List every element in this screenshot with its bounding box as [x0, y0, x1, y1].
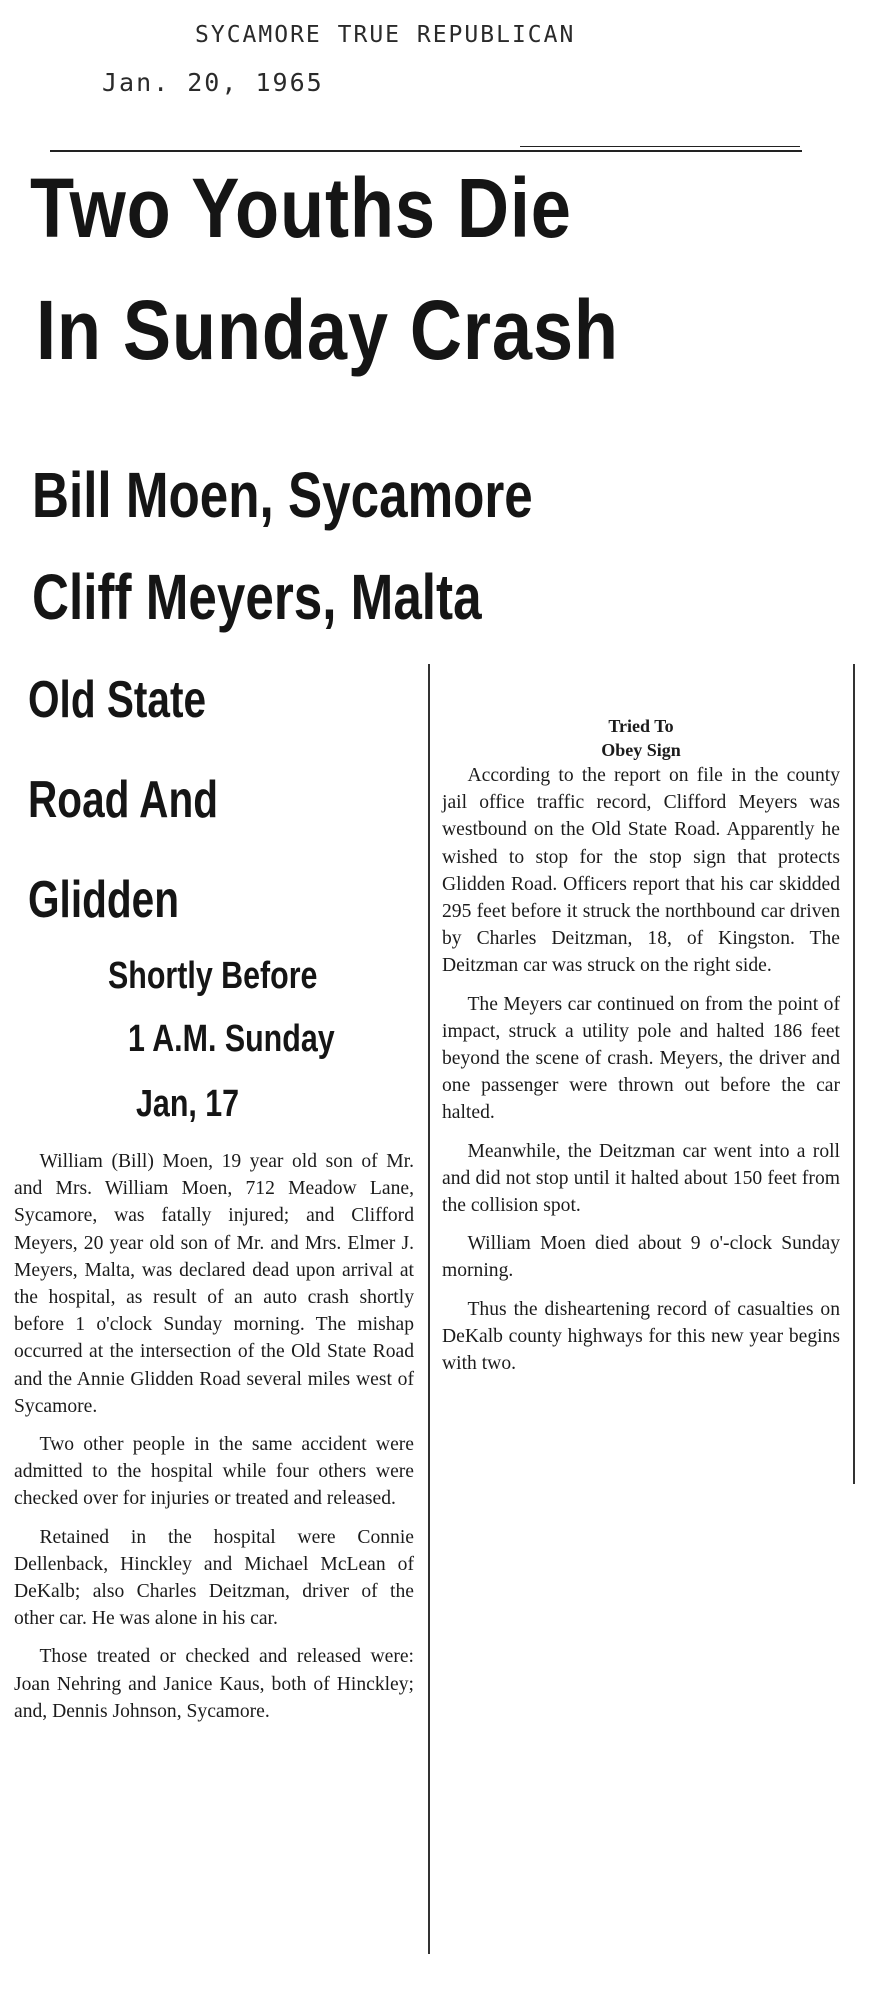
top-rule — [50, 150, 802, 152]
right-paragraph: According to the report on file in the county jail office traffic record, Clifford Meyers was westbound on the Old State Road. Apparently he wished to stop for the stop sign that protects Glidden Road. Officers report that his car skidded 295 feet before it struck the northbound car driven by Charles Deitzman, 18, of Kingston. The Deitzman car was struck on the right side. — [442, 765, 840, 977]
right-paragraph: The Meyers car continued on from the point of impact, struck a utility pole and halted 186 feet beyond the scene of crash. Meyers, the driver and one passenger were thrown out before the car halted. — [442, 993, 840, 1124]
right-paragraph: Meanwhile, the Deitzman car went into a roll and did not stop until it halted about 150 feet from the collision spot. — [442, 1140, 840, 1217]
right-paragraph: William Moen died about 9 o'-clock Sunday morning. — [442, 1233, 840, 1282]
clipping-date: Jan. 20, 1965 — [102, 68, 324, 97]
left-paragraph: Those treated or checked and released were: Joan Nehring and Janice Kaus, both of Hinckley; and, Dennis Johnson, Sycamore. — [14, 1646, 414, 1722]
right-edge-rule — [853, 664, 855, 1484]
column-divider — [428, 664, 430, 1954]
subheadline-line-2: Cliff Meyers, Malta — [32, 561, 482, 633]
deck-line-5: 1 A.M. Sunday — [128, 1018, 335, 1060]
left-column — [14, 1148, 414, 1736]
subheadline-line-1: Bill Moen, Sycamore — [32, 459, 533, 531]
deck-line-3: Glidden — [28, 871, 179, 929]
deck-line-2: Road And — [28, 771, 219, 829]
headline-line-2: In Sunday Crash — [36, 283, 619, 377]
headline-line-1: Two Youths Die — [30, 161, 572, 255]
right-column — [442, 714, 840, 1388]
deck-line-4: Shortly Before — [108, 955, 318, 997]
top-rule-thin — [520, 146, 800, 147]
deck-line-6: Jan, 17 — [136, 1083, 240, 1125]
crosshead-line-1: Tried To — [608, 716, 674, 736]
newspaper-name: SYCAMORE TRUE REPUBLICAN — [195, 22, 576, 48]
left-paragraph: Retained in the hospital were Connie Dellenback, Hinckley and Michael McLean of DeKalb; also Charles Deitzman, driver of the other car. He was alone in his car. — [14, 1526, 414, 1630]
right-paragraph: Thus the disheartening record of casualties on DeKalb county highways for this new year begins with two. — [442, 1298, 840, 1375]
deck-line-1: Old State — [28, 671, 207, 729]
left-paragraph: Two other people in the same accident were admitted to the hospital while four others were checked over for injuries or treated and released. — [14, 1434, 414, 1510]
crosshead-line-2: Obey Sign — [601, 740, 681, 760]
left-paragraph: William (Bill) Moen, 19 year old son of Mr. and Mrs. William Moen, 712 Meadow Lane, Sycamore, was fatally injured; and Clifford Meyers, 20 year old son of Mr. and Mrs. Elmer J. Meyers, Malta, was declared dead upon arrival at the hospital, as result of an auto crash shortly before 1 o'clock Sunday morning. The mishap occurred at the intersection of the Old State Road and the Annie Glidden Road several miles west of Sycamore. — [14, 1151, 414, 1417]
